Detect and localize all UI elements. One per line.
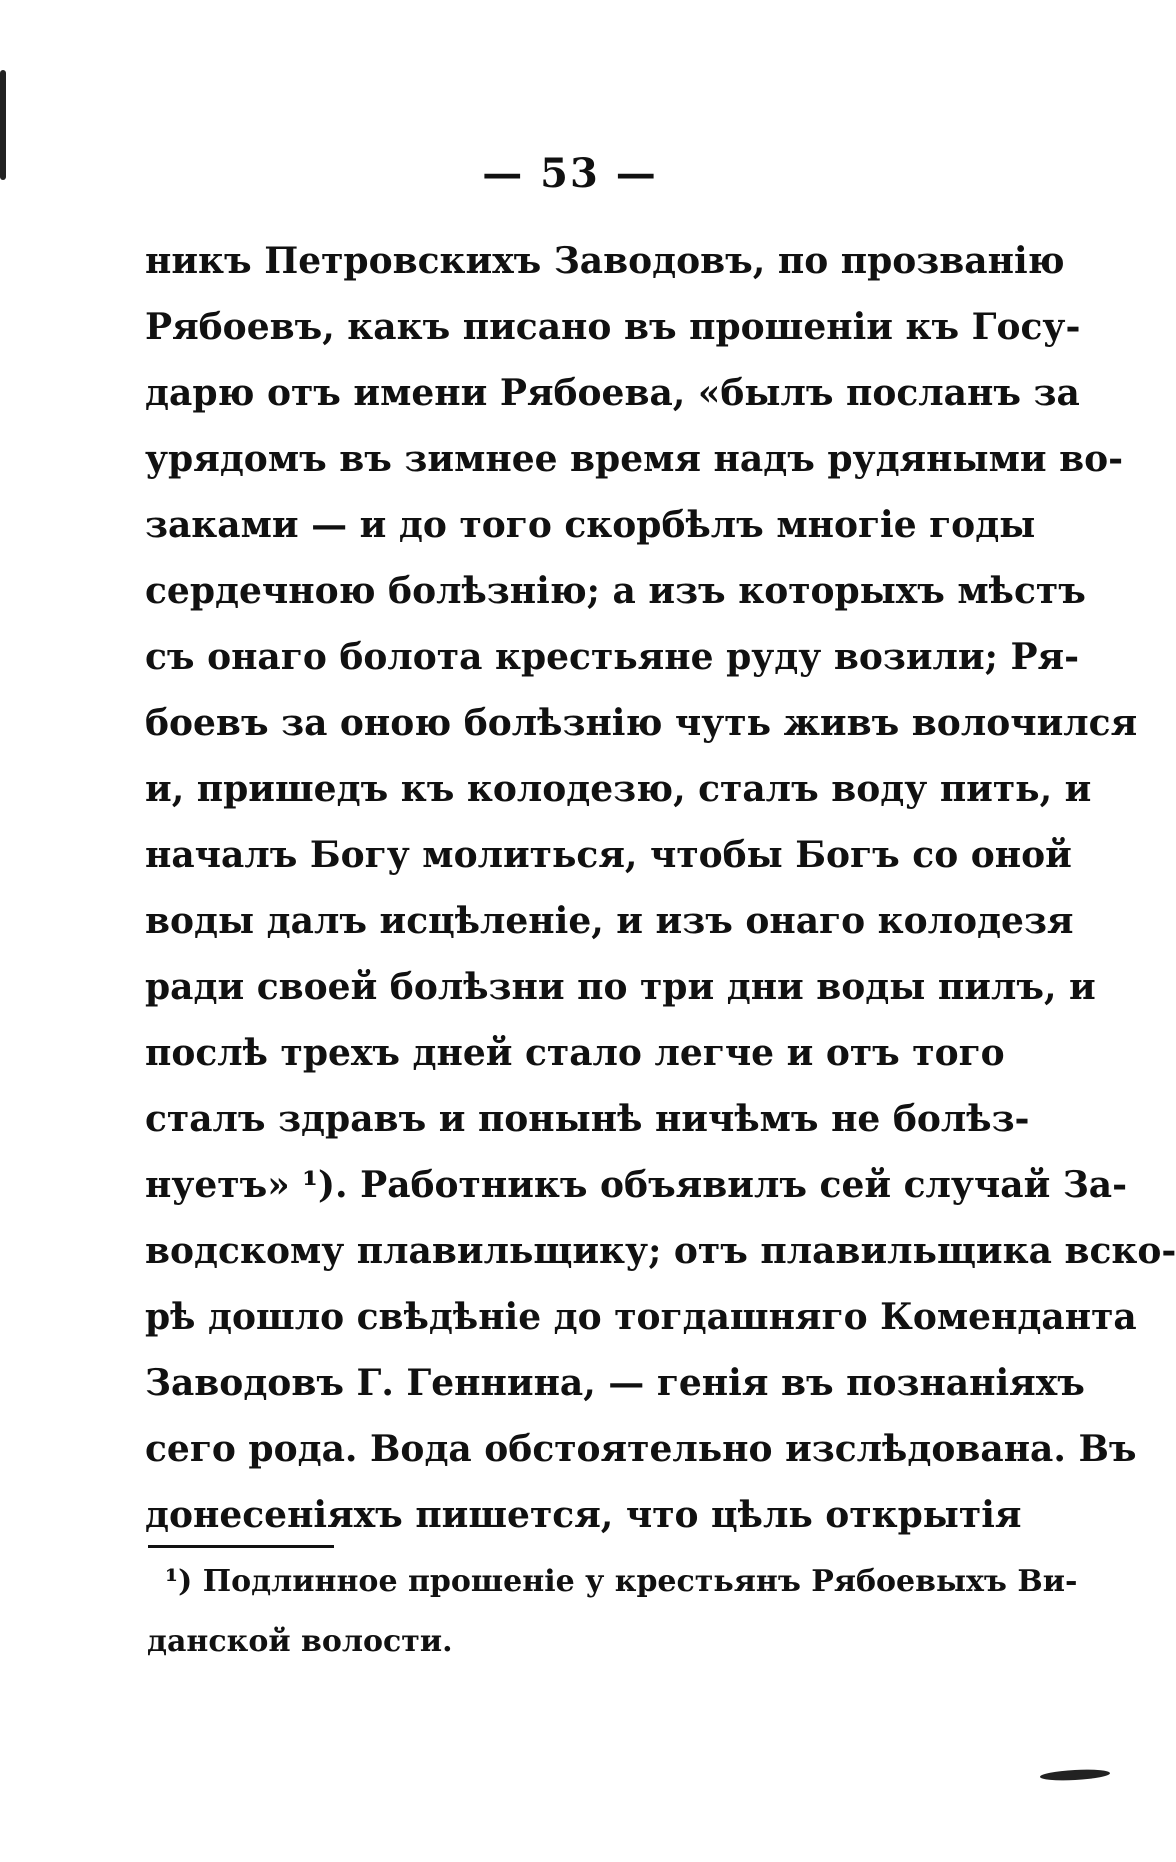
text-line: воды далъ исцѣленіе, и изъ онаго колодезя (145, 900, 1074, 942)
text-line: сталъ здравъ и понынѣ ничѣмъ не болѣз- (145, 1098, 1030, 1140)
ink-smudge (1040, 1768, 1110, 1782)
footnote-line: ¹) Подлинное прошеніе у крестьянъ Рябоевыхъ Ви- (165, 1564, 1078, 1599)
text-line: донесеніяхъ пишется, что цѣль открытія (145, 1494, 1022, 1536)
text-line: съ онаго болота крестьяне руду возили; Ря- (145, 636, 1080, 678)
text-line: урядомъ въ зимнее время надъ рудяными во- (145, 438, 1124, 480)
text-line: рѣ дошло свѣдѣніе до тогдашняго Коменданта (145, 1296, 1137, 1338)
text-line: заками — и до того скорбѣлъ многіе годы (145, 504, 1036, 546)
text-line: водскому плавильщику; отъ плавильщика вско- (145, 1230, 1176, 1272)
page-number: — 53 — (482, 150, 658, 197)
body-text (145, 228, 1176, 1548)
text-line: и, пришедъ къ колодезю, сталъ воду пить, и (145, 768, 1092, 810)
text-line: сего рода. Вода обстоятельно изслѣдована. Въ (145, 1428, 1137, 1470)
footnote (147, 1552, 1078, 1672)
text-line: никъ Петровскихъ Заводовъ, по прозванію (145, 240, 1065, 282)
footnote-line: данской волости. (147, 1624, 453, 1659)
text-line: сердечною болѣзнію; а изъ которыхъ мѣстъ (145, 570, 1086, 612)
text-line: ради своей болѣзни по три дни воды пилъ, и (145, 966, 1096, 1008)
text-line: началъ Богу молиться, чтобы Богъ со оной (145, 834, 1072, 876)
text-line: нуетъ» ¹). Работникъ объявилъ сей случай За- (145, 1164, 1128, 1206)
text-line: дарю отъ имени Рябоева, «былъ посланъ за (145, 372, 1080, 414)
text-line: Заводовъ Г. Геннина, — генія въ познаніяхъ (145, 1362, 1085, 1404)
text-line: боевъ за оною болѣзнію чуть живъ волочился (145, 702, 1138, 744)
footnote-rule (148, 1545, 334, 1548)
text-line: Рябоевъ, какъ писано въ прошеніи къ Госу- (145, 306, 1081, 348)
text-line: послѣ трехъ дней стало легче и отъ того (145, 1032, 1005, 1074)
